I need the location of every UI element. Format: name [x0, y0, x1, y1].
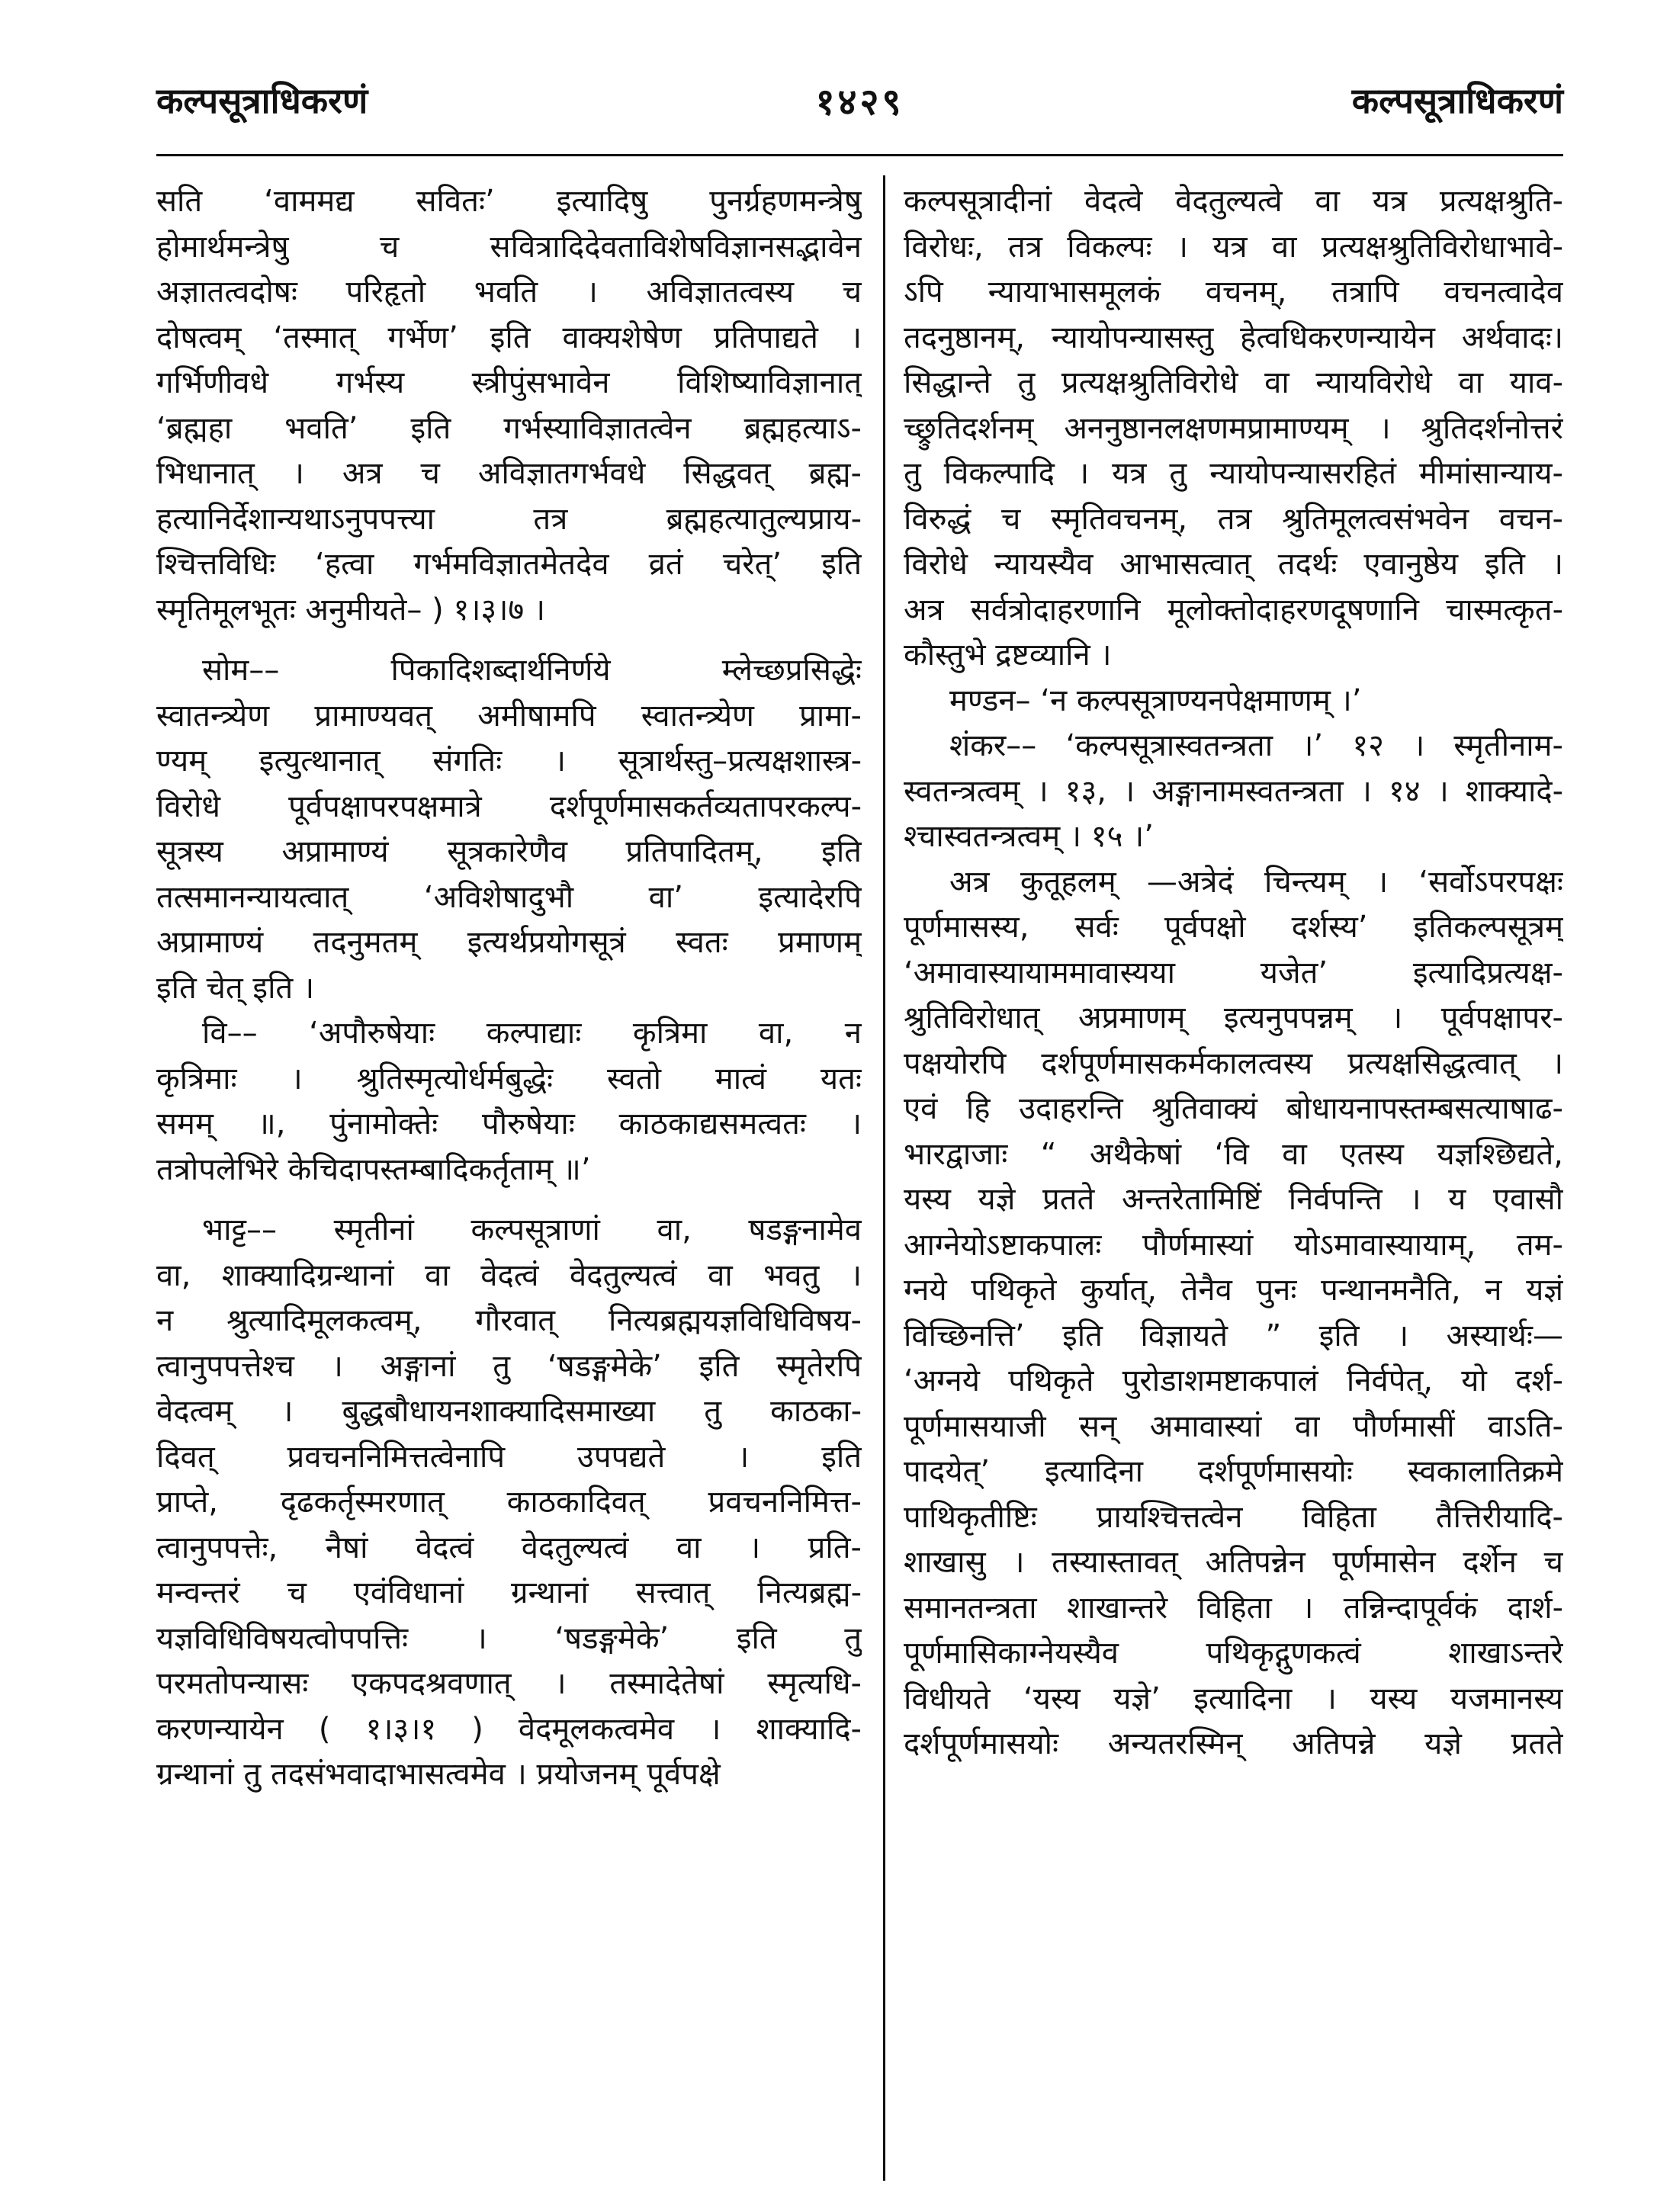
paragraph-gap — [156, 1193, 862, 1208]
text-line: ण्यम् इत्युत्थानात् संगतिः । सूत्रार्थस्तु–प्रत्यक्षशास्त्र- — [156, 743, 862, 779]
page-number: १४२९ — [815, 81, 904, 124]
paragraph-gap — [156, 633, 862, 648]
text-line: विधीयते ‘यस्य यज्ञे’ इत्यादिना । यस्य यजमानस्य — [904, 1681, 1563, 1716]
text-line: परमतोपन्यासः एकपदश्रवणात् । तस्मादेतेषां स्मृत्यधि- — [156, 1666, 862, 1701]
text-line: पक्षयोरपि दर्शपूर्णमासकर्मकालत्वस्य प्रत्यक्षसिद्धत्वात् । — [904, 1045, 1563, 1081]
text-line: तु विकल्पादि । यत्र तु न्यायोपन्यासरहितं मीमांसान्याय- — [904, 456, 1563, 491]
text-line: अत्र कुतूहलम् —अत्रेदं चिन्त्यम् । ‘सर्वोऽपरपक्षः — [949, 864, 1563, 900]
text-line: दर्शपूर्णमासयोः अन्यतरस्मिन् अतिपन्ने यज्ञे प्रतते — [904, 1726, 1563, 1761]
text-line: होमार्थमन्त्रेषु च सवित्रादिदेवताविशेषविज्ञानसद्भावेन — [156, 229, 862, 265]
text-line: मन्वन्तरं च एवंविधानां ग्रन्थानां सत्त्वात् नित्यब्रह्म- — [156, 1575, 862, 1610]
left-column — [156, 179, 862, 1798]
text-line: पूर्णमासस्य, सर्वः पूर्वपक्षो दर्शस्य’ इतिकल्पसूत्रम् — [904, 910, 1563, 945]
text-line: विच्छिनत्ति’ इति विज्ञायते ” इति । अस्यार्थः— — [904, 1318, 1563, 1353]
text-line: आग्नेयोऽष्टाकपालः पौर्णमास्यां योऽमावास्यायाम्, तम- — [904, 1227, 1563, 1263]
text-line: विरोधे पूर्वपक्षापरपक्षमात्रे दर्शपूर्णमासकर्तव्यतापरकल्प- — [156, 788, 862, 824]
text-line: कल्पसूत्रादीनां वेदत्वे वेदतुल्यत्वे वा यत्र प्रत्यक्षश्रुति- — [904, 184, 1563, 219]
text-line: शंकर–– ‘कल्पसूत्रास्वतन्त्रता ।’ १२ । स्मृतीनाम- — [949, 728, 1563, 763]
text-line: दिवत् प्रवचननिमित्तत्वेनापि उपपद्यते । इति — [156, 1439, 862, 1475]
text-line: ग्रन्थानां तु तदसंभवादाभासत्वमेव । प्रयोजनम् पूर्वपक्षे — [156, 1757, 721, 1792]
running-head-left: कल्पसूत्राधिकरणं — [156, 80, 368, 121]
text-line: ऽपि न्यायाभासमूलकं वचनम्, तत्रापि वचनत्वादेव — [904, 274, 1563, 310]
right-column — [904, 179, 1563, 1767]
text-line: पाथिकृतीष्टिः प्रायश्चित्तत्वेन विहिता तैत्तिरीयादि- — [904, 1499, 1563, 1535]
text-line: करणन्यायेन ( १।३।१ ) वेदमूलकत्वमेव । शाक्यादि- — [156, 1711, 862, 1747]
text-line: वा, शाक्यादिग्रन्थानां वा वेदत्वं वेदतुल्यत्वं वा भवतु । — [156, 1257, 862, 1293]
text-line: श्चास्वतन्त्रत्वम् । १५ ।’ — [904, 819, 1154, 854]
running-head-right: कल्पसूत्राधिकरणं — [1351, 80, 1563, 121]
text-line: वि–– ‘अपौरुषेयाः कल्पाद्याः कृत्रिमा वा, न — [202, 1016, 862, 1051]
text-line: ‘ब्रह्महा भवति’ इति गर्भस्याविज्ञातत्वेन ब्रह्महत्याऽ- — [156, 410, 862, 446]
text-line: ‘अग्नये पथिकृते पुरोडाशमष्टाकपालं निर्वपेत्, यो दर्श- — [904, 1363, 1563, 1398]
text-line: पूर्णमासिकाग्नेयस्यैव पथिकृद्गुणकत्वं शाखाऽन्तरे — [904, 1636, 1563, 1671]
text-line: पादयेत्’ इत्यादिना दर्शपूर्णमासयोः स्वकालातिक्रमे — [904, 1454, 1563, 1489]
text-line: स्वातन्त्र्येण प्रामाण्यवत् अमीषामपि स्वातन्त्र्येण प्रामा- — [156, 698, 862, 734]
text-line: त्वानुपपत्तेः, नैषां वेदत्वं वेदतुल्यत्वं वा । प्रति- — [156, 1530, 862, 1565]
text-line: अप्रामाण्यं तदनुमतम् इत्यर्थप्रयोगसूत्रं स्वतः प्रमाणम् — [156, 925, 862, 960]
text-line: पूर्णमासयाजी सन् अमावास्यां वा पौर्णमासीं वाऽति- — [904, 1408, 1563, 1444]
text-line: शाखासु । तस्यास्तावत् अतिपन्नेन पूर्णमासेन दर्शेन च — [904, 1545, 1563, 1580]
text-line: तत्समानन्यायत्वात् ‘अविशेषादुभौ वा’ इत्यादेरपि — [156, 879, 862, 915]
text-line: सोम–– पिकादिशब्दार्थनिर्णये म्लेच्छप्रसिद्धेः — [202, 653, 862, 688]
text-line: कौस्तुभे द्रष्टव्यानि । — [904, 637, 1112, 673]
text-line: दोषत्वम् ‘तस्मात् गर्भेण’ इति वाक्यशेषेण प्रतिपाद्यते । — [156, 319, 862, 355]
text-line: यज्ञविधिविषयत्वोपपत्तिः । ‘षडङ्गमेके’ इति तु — [156, 1620, 862, 1656]
text-line: च्छ्रुतिदर्शनम् अननुष्ठानलक्षणमप्रामाण्यम् । श्रुतिदर्शनोत्तरं — [904, 410, 1563, 446]
text-line: ग्नये पथिकृते कुर्यात्, तेनैव पुनः पन्थानमनैति, न यज्ञं — [904, 1273, 1563, 1308]
text-line: भिधानात् । अत्र च अविज्ञातगर्भवधे सिद्धवत् ब्रह्म- — [156, 456, 862, 491]
text-line: स्मृतिमूलभूतः अनुमीयते– ) १।३।७ । — [156, 592, 546, 628]
text-line: त्वानुपपत्तेश्च । अङ्गानां तु ‘षडङ्गमेके’ इति स्मृतेरपि — [156, 1348, 862, 1384]
text-line: विरुद्धं च स्मृतिवचनम्, तत्र श्रुतिमूलत्वसंभवेन वचन- — [904, 501, 1563, 537]
text-line: सति ‘वाममद्य सवितः’ इत्यादिषु पुनर्ग्रहणमन्त्रेषु — [156, 184, 862, 219]
header-rule — [156, 154, 1563, 156]
text-line: न श्रुत्यादिमूलकत्वम्, गौरवात् नित्यब्रह्मयज्ञविधिविषय- — [156, 1303, 862, 1338]
column-divider — [883, 175, 885, 2181]
text-line: अत्र सर्वत्रोदाहरणानि मूलोक्तोदाहरणदूषणानि चास्मत्कृत- — [904, 592, 1563, 628]
text-line: श्रुतिविरोधात् अप्रमाणम् इत्यनुपपन्नम् । पूर्वपक्षापर- — [904, 1000, 1563, 1035]
text-line: तदनुष्ठानम्, न्यायोपन्यासस्तु हेत्वधिकरणन्यायेन अर्थवादः। — [904, 319, 1563, 355]
text-line: विरोधे न्यायस्यैव आभासत्वात् तदर्थः एवानुष्ठेय इति । — [904, 547, 1563, 582]
text-line: कृत्रिमाः । श्रुतिस्मृत्योर्धर्मबुद्धेः स्वतो मात्वं यतः — [156, 1061, 862, 1096]
text-line: समम् ॥, पुंनामोक्तेः पौरुषेयाः काठकाद्यसमत्वतः । — [156, 1106, 862, 1141]
text-line: यस्य यज्ञे प्रतते अन्तरेतामिष्टिं निर्वपन्ति । य एवासौ — [904, 1182, 1563, 1217]
text-line: गर्भिणीवधे गर्भस्य स्त्रीपुंसभावेन विशिष्याविज्ञानात् — [156, 365, 862, 400]
page-header — [156, 76, 1563, 145]
text-line: भारद्वाजाः “ अथैकेषां ‘वि वा एतस्य यज्ञश्छिद्यते, — [904, 1136, 1563, 1172]
text-line: स्वतन्त्रत्वम् । १३, । अङ्गानामस्वतन्त्रता । १४ । शाक्यादे- — [904, 773, 1563, 809]
text-line: श्चित्तविधिः ‘हत्वा गर्भमविज्ञातमेतदेव व्रतं चरेत्’ इति — [156, 547, 862, 582]
text-line: इति चेत् इति । — [156, 970, 315, 1006]
text-line: तत्रोपलेभिरे केचिदापस्तम्बादिकर्तृताम् ॥’ — [156, 1151, 591, 1187]
text-line: भाट्ट–– स्मृतीनां कल्पसूत्राणां वा, षडङ्गनामेव — [202, 1212, 862, 1247]
text-line: मण्डन– ‘न कल्पसूत्राण्यनपेक्षमाणम् ।’ — [949, 682, 1362, 718]
text-line: सिद्धान्ते तु प्रत्यक्षश्रुतिविरोधे वा न्यायविरोधे वा याव- — [904, 365, 1563, 400]
text-line: वेदत्वम् । बुद्धबौधायनशाक्यादिसमाख्या तु काठका- — [156, 1394, 862, 1429]
text-line: हत्यानिर्देशान्यथाऽनुपपत्त्या तत्र ब्रह्महत्यातुल्यप्राय- — [156, 501, 862, 537]
text-line: एवं हि उदाहरन्ति श्रुतिवाक्यं बोधायनापस्तम्बसत्याषाढ- — [904, 1091, 1563, 1126]
text-line: अज्ञातत्वदोषः परिहृतो भवति । अविज्ञातत्वस्य च — [156, 274, 862, 310]
text-line: ‘अमावास्यायाममावास्यया यजेत’ इत्यादिप्रत्यक्ष- — [904, 955, 1563, 990]
text-line: समानतन्त्रता शाखान्तरे विहिता । तन्निन्दापूर्वकं दार्श- — [904, 1590, 1563, 1626]
text-line: प्राप्ते, दृढकर्तृस्मरणात् काठकादिवत् प्रवचननिमित्त- — [156, 1485, 862, 1520]
text-line: विरोधः, तत्र विकल्पः । यत्र वा प्रत्यक्षश्रुतिविरोधाभावे- — [904, 229, 1563, 265]
text-line: सूत्रस्य अप्रामाण्यं सूत्रकारेणैव प्रतिपादितम्, इति — [156, 834, 862, 869]
